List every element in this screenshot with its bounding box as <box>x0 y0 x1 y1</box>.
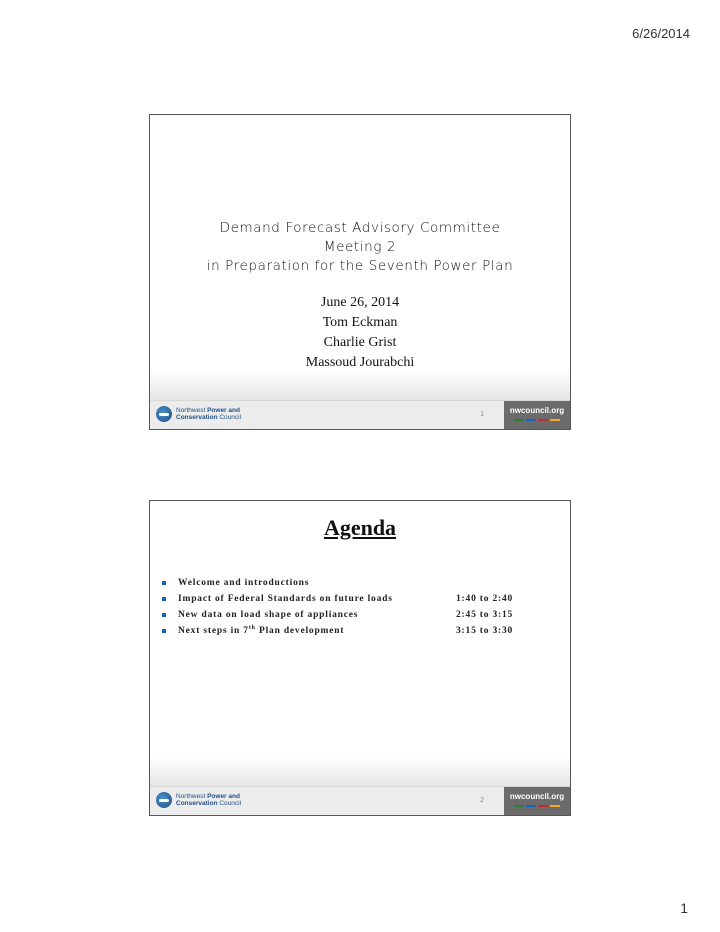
title-line: Demand Forecast Advisory Committee <box>219 220 501 236</box>
logo-text: Council <box>217 414 242 421</box>
slide-footer <box>150 400 570 429</box>
presenter-info <box>150 293 570 373</box>
footer-fade <box>150 371 570 401</box>
agenda-list <box>162 575 558 639</box>
agenda-item-text <box>178 625 456 636</box>
slide-2-agenda <box>149 500 571 816</box>
bullet-icon <box>162 581 166 585</box>
color-stripe <box>514 419 560 421</box>
page-date: 6/26/2014 <box>632 26 690 41</box>
council-logo-icon <box>156 406 172 422</box>
agenda-item-text-sup: th <box>248 625 256 632</box>
meeting-date: June 26, 2014 <box>320 295 400 310</box>
council-logo <box>156 406 241 422</box>
color-stripe <box>514 805 560 807</box>
slide-title <box>150 219 570 276</box>
logo-text: Northwest <box>176 406 208 414</box>
agenda-item <box>162 591 558 607</box>
footer-fade <box>150 757 570 787</box>
agenda-item <box>162 575 558 591</box>
council-logo <box>156 792 241 808</box>
logo-text: Conservation <box>176 414 218 421</box>
presenter-name: Tom Eckman <box>322 315 398 330</box>
presenter-name: Massoud Jourabchi <box>305 355 415 370</box>
agenda-item-text: Impact of Federal Standards on future loads <box>178 594 393 604</box>
bullet-icon <box>162 613 166 617</box>
title-line: in Preparation for the Seventh Power Plan <box>206 258 514 274</box>
logo-text: Council <box>217 800 242 807</box>
bullet-icon <box>162 597 166 601</box>
agenda-item-time: 2:45 to 3:15 <box>456 610 514 620</box>
agenda-item-text-part: Next steps in 7 <box>178 626 249 637</box>
agenda-item-text: New data on load shape of appliances <box>178 610 359 620</box>
bullet-icon <box>162 629 166 633</box>
slide-footer <box>150 786 570 815</box>
slide-1-title <box>149 114 571 430</box>
agenda-item-text-part: Plan development <box>255 626 345 637</box>
logo-text: Power and <box>207 406 240 414</box>
council-logo-icon <box>156 792 172 808</box>
site-url: nwcouncil.org <box>509 792 565 801</box>
agenda-item <box>162 623 558 639</box>
logo-text: Northwest <box>176 792 208 800</box>
agenda-item-text: Welcome and introductions <box>178 578 310 588</box>
logo-text: Conservation <box>176 800 218 807</box>
site-badge <box>504 787 570 815</box>
slide-number: 1 <box>480 411 484 418</box>
slide-number: 2 <box>480 797 484 804</box>
agenda-heading: Agenda <box>323 515 397 540</box>
agenda-item-time: 1:40 to 2:40 <box>456 594 514 604</box>
site-url: nwcouncil.org <box>509 406 565 415</box>
agenda-item-time: 3:15 to 3:30 <box>456 626 514 636</box>
presenter-name: Charlie Grist <box>323 335 397 350</box>
page-number: 1 <box>680 900 688 916</box>
logo-text: Power and <box>207 792 240 800</box>
title-line: Meeting 2 <box>323 239 397 255</box>
site-badge <box>504 401 570 429</box>
agenda-item <box>162 607 558 623</box>
